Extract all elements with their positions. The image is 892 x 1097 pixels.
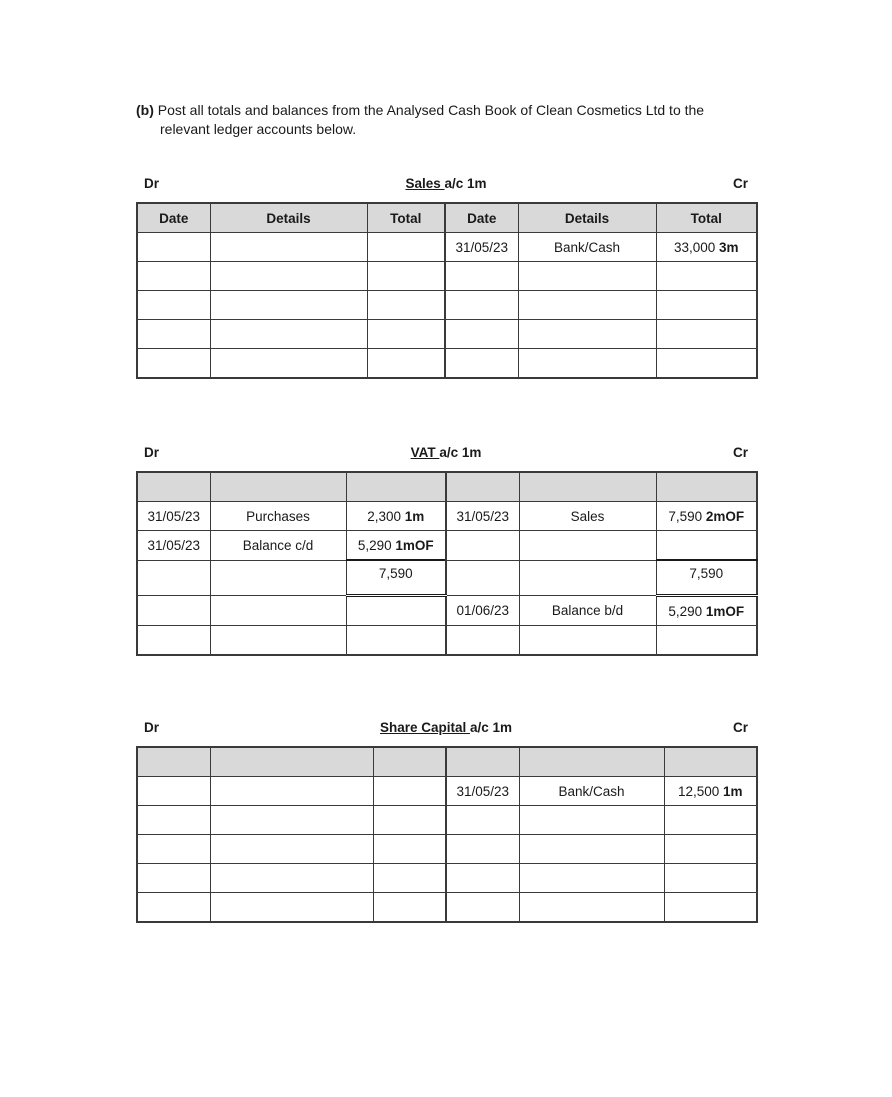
cell[interactable] [137, 560, 210, 596]
sales-header-cr-date: Date [445, 203, 518, 233]
cell[interactable] [210, 262, 367, 291]
vat-dr-details-2: Balance c/d [210, 531, 346, 561]
cell[interactable] [656, 291, 757, 320]
cell[interactable] [519, 806, 664, 835]
cell[interactable] [373, 893, 446, 923]
cell[interactable] [664, 893, 757, 923]
sales-header-cr-total: Total [656, 203, 757, 233]
cell[interactable] [367, 233, 445, 262]
vat-dr-total-1: 2,300 1m [346, 502, 446, 531]
cell[interactable] [519, 864, 664, 893]
cell[interactable] [519, 531, 656, 561]
cell[interactable] [210, 626, 346, 656]
cell[interactable] [656, 320, 757, 349]
cell[interactable] [210, 560, 346, 596]
cell[interactable] [137, 262, 210, 291]
question-text [136, 101, 704, 139]
vat-account-title: VAT a/c 1m [410, 445, 482, 460]
table-row [137, 349, 757, 379]
cell[interactable] [519, 893, 664, 923]
share-header-row [137, 747, 757, 777]
vat-dr-date-2: 31/05/23 [137, 531, 210, 561]
cell[interactable] [210, 291, 367, 320]
cell[interactable] [137, 806, 210, 835]
cell[interactable] [137, 626, 210, 656]
sales-ledger-table [136, 202, 758, 379]
cell [137, 472, 210, 502]
cell[interactable] [137, 291, 210, 320]
cell[interactable] [664, 806, 757, 835]
cell [210, 472, 346, 502]
cell[interactable] [373, 864, 446, 893]
cell[interactable] [346, 626, 446, 656]
table-row [137, 291, 757, 320]
cell[interactable] [210, 777, 373, 806]
vat-dr-date-1: 31/05/23 [137, 502, 210, 531]
cell[interactable] [367, 291, 445, 320]
cell[interactable] [210, 596, 346, 626]
cell[interactable] [373, 777, 446, 806]
cell[interactable] [373, 835, 446, 864]
vat-cr-date-1: 31/05/23 [446, 502, 519, 531]
question-line-2: relevant ledger accounts below. [160, 121, 357, 137]
sales-header-row [137, 203, 757, 233]
cell[interactable] [656, 262, 757, 291]
mark: 1m [404, 508, 425, 524]
share-cr-label: Cr [732, 720, 748, 735]
cell[interactable] [446, 806, 519, 835]
cell[interactable] [137, 835, 210, 864]
cell[interactable] [210, 835, 373, 864]
mark: 1mOF [705, 603, 745, 619]
cell[interactable] [210, 893, 373, 923]
cell[interactable] [367, 349, 445, 379]
share-dr-label: Dr [144, 720, 160, 735]
cell[interactable] [346, 596, 446, 626]
vat-cr-details-1: Sales [519, 502, 656, 531]
vat-cr-date-4: 01/06/23 [446, 596, 519, 626]
table-row [137, 531, 757, 561]
sales-cr-details: Bank/Cash [518, 233, 656, 262]
question-label: (b) [136, 102, 154, 118]
cell[interactable] [210, 320, 367, 349]
mark: 1m [723, 783, 743, 799]
table-row [137, 596, 757, 626]
table-row [137, 262, 757, 291]
cell [346, 472, 446, 502]
cell[interactable] [664, 864, 757, 893]
sales-cr-date: 31/05/23 [445, 233, 518, 262]
cell[interactable] [446, 835, 519, 864]
cell[interactable] [137, 777, 210, 806]
cell[interactable] [210, 864, 373, 893]
cell[interactable] [445, 349, 518, 379]
sales-header-cr-details: Details [518, 203, 656, 233]
cell[interactable] [518, 291, 656, 320]
cell [446, 472, 519, 502]
cell[interactable] [137, 320, 210, 349]
mark: 2mOF [705, 508, 745, 524]
cell[interactable] [210, 233, 367, 262]
cell[interactable] [656, 349, 757, 379]
cell[interactable] [446, 864, 519, 893]
vat-cr-grand-total: 7,590 [656, 560, 757, 596]
cell [446, 747, 519, 777]
cell[interactable] [367, 320, 445, 349]
share-cr-details: Bank/Cash [519, 777, 664, 806]
cell[interactable] [137, 864, 210, 893]
mark: 1mOF [395, 537, 434, 553]
table-row [137, 233, 757, 262]
cell[interactable] [137, 893, 210, 923]
cell[interactable] [519, 835, 664, 864]
cell[interactable] [137, 349, 210, 379]
vat-dr-grand-total: 7,590 [346, 560, 446, 596]
vat-dr-total-2: 5,290 1mOF [346, 531, 446, 561]
cell[interactable] [518, 349, 656, 379]
share-capital-ledger-table [136, 746, 758, 923]
cell[interactable] [656, 626, 757, 656]
sales-cr-label: Cr [732, 176, 748, 191]
mark: 3m [719, 239, 739, 255]
cell[interactable] [373, 806, 446, 835]
vat-ledger-table [136, 471, 758, 656]
vat-header-row [137, 472, 757, 502]
sales-header-dr-total: Total [367, 203, 445, 233]
cell[interactable] [446, 626, 519, 656]
table-row [137, 835, 757, 864]
cell[interactable] [210, 349, 367, 379]
cell [373, 747, 446, 777]
cell [210, 747, 373, 777]
sales-dr-label: Dr [144, 176, 160, 191]
cell[interactable] [445, 291, 518, 320]
cell[interactable] [210, 806, 373, 835]
table-row [137, 560, 757, 596]
sales-account-header [136, 176, 756, 194]
vat-account-header [136, 445, 756, 463]
share-capital-account-header [136, 720, 756, 738]
question-line-1: Post all totals and balances from the Analysed Cash Book of Clean Cosmetics Ltd to the [157, 102, 705, 118]
cell[interactable] [445, 262, 518, 291]
cell [656, 472, 757, 502]
vat-cr-total-4: 5,290 1mOF [656, 596, 757, 626]
cell [519, 747, 664, 777]
cell [664, 747, 757, 777]
table-row [137, 777, 757, 806]
cell[interactable] [519, 626, 656, 656]
table-row [137, 893, 757, 923]
vat-dr-details-1: Purchases [210, 502, 346, 531]
vat-cr-total-1: 7,590 2mOF [656, 502, 757, 531]
table-row [137, 864, 757, 893]
cell[interactable] [367, 262, 445, 291]
cell [137, 747, 210, 777]
sales-account-title: Sales a/c 1m [405, 176, 487, 191]
cell [519, 472, 656, 502]
cell[interactable] [445, 320, 518, 349]
share-capital-account-title: Share Capital a/c 1m [379, 720, 513, 735]
cell[interactable] [137, 233, 210, 262]
share-cr-total: 12,500 1m [664, 777, 757, 806]
table-row [137, 626, 757, 656]
cell[interactable] [518, 262, 656, 291]
vat-cr-details-4: Balance b/d [519, 596, 656, 626]
sales-cr-total: 33,000 3m [656, 233, 757, 262]
cell[interactable] [518, 320, 656, 349]
cell[interactable] [446, 560, 519, 596]
table-row [137, 320, 757, 349]
cell[interactable] [446, 893, 519, 923]
cell[interactable] [656, 531, 757, 561]
vat-dr-label: Dr [144, 445, 160, 460]
sales-header-dr-date: Date [137, 203, 210, 233]
share-cr-date: 31/05/23 [446, 777, 519, 806]
table-row [137, 502, 757, 531]
cell[interactable] [664, 835, 757, 864]
sales-header-dr-details: Details [210, 203, 367, 233]
cell[interactable] [137, 596, 210, 626]
cell[interactable] [519, 560, 656, 596]
table-row [137, 806, 757, 835]
vat-cr-label: Cr [732, 445, 748, 460]
cell[interactable] [446, 531, 519, 561]
